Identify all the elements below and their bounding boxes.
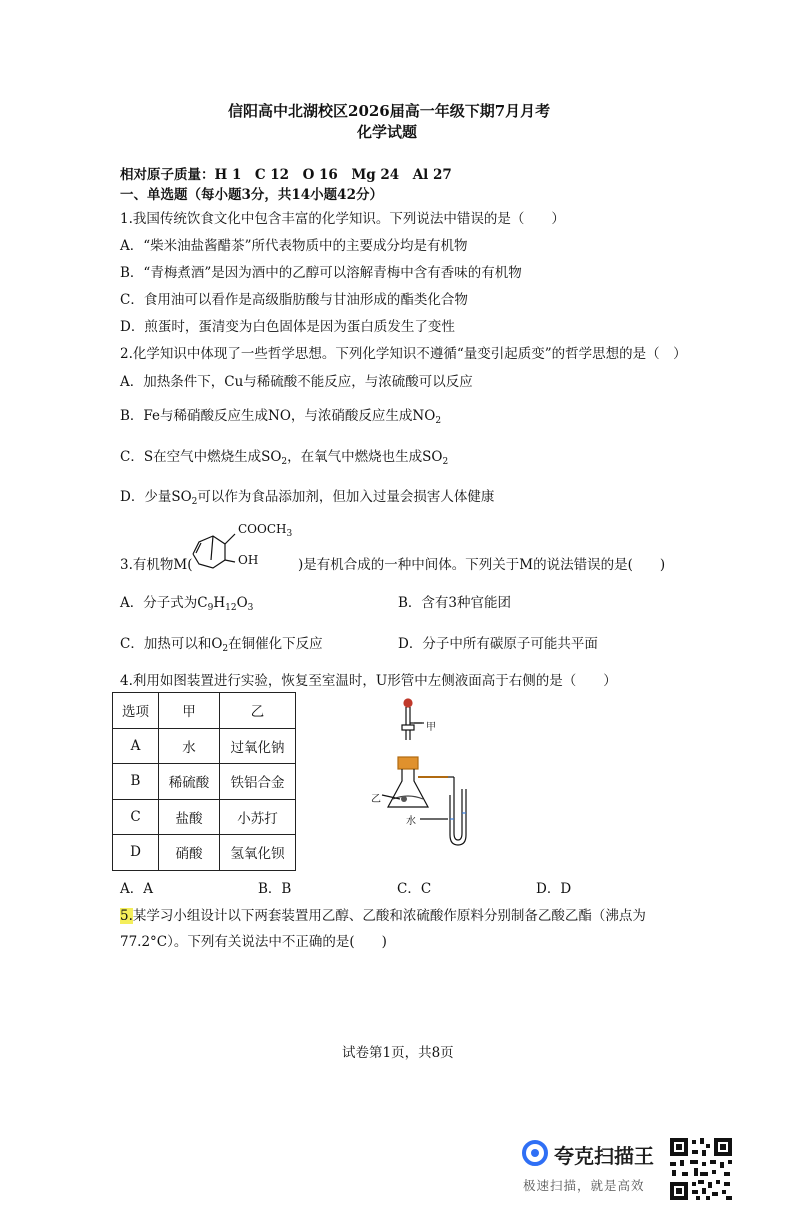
table-cell: D: [113, 835, 159, 871]
q5-number-highlight: 5.: [120, 908, 133, 924]
qr-code-icon: [668, 1136, 734, 1202]
q3-option-a: [120, 591, 253, 613]
q2-option-d: [120, 485, 494, 507]
table-row: [113, 728, 296, 764]
q2-option-a: A．加热条件下，Cu与稀硫酸不能反应，与浓硫酸可以反应: [120, 374, 473, 390]
q3-option-a-text-2: H: [213, 595, 226, 611]
q5-text: 某学习小组设计以下两套装置用乙醇、乙酸和浓硫酸作原料分别制备乙酸乙酯（沸点为: [132, 908, 646, 924]
subscript: 2: [281, 457, 288, 467]
structure-group-ester: [238, 522, 292, 539]
q3-stem-lead: 3.有机物M(: [120, 557, 193, 573]
q1-option-c: C．食用油可以看作是高级脂肪酸与甘油形成的酯类化合物: [120, 292, 468, 308]
q3-option-a-text-3: O: [236, 595, 248, 611]
q2-option-c-text-1: C．S在空气中燃烧生成SO: [120, 449, 282, 465]
q3-option-c-text-1: C．加热可以和O: [120, 636, 223, 652]
ester-group-text: COOCH: [238, 522, 287, 536]
exam-subject: 化学试题: [357, 123, 418, 141]
subscript: 2: [222, 644, 229, 654]
table-cell: 氢氧化钡: [220, 835, 296, 871]
q2-option-d-text-2: 可以作为食品添加剂，但加入过量会损害人体健康: [197, 489, 495, 505]
q1-option-b: B．“青梅煮酒”是因为酒中的乙醇可以溶解青梅中含有香味的有机物: [120, 265, 522, 281]
structure-group-hydroxyl: OH: [238, 553, 259, 567]
table-row: [113, 799, 296, 835]
subscript: 2: [435, 416, 442, 426]
table-row: [113, 764, 296, 800]
q1-option-d: D．煎蛋时，蛋清变为白色固体是因为蛋白质发生了变性: [120, 319, 455, 335]
atomic-masses: 相对原子质量：H 1 C 12 O 16 Mg 24 Al 27: [120, 167, 452, 183]
apparatus-diagram: [360, 695, 490, 865]
table-cell: 水: [159, 728, 220, 764]
table-cell: 稀硫酸: [159, 764, 220, 800]
q3-option-b: B．含有3种官能团: [398, 595, 512, 611]
q2-option-b: [120, 404, 441, 426]
label-water: 水: [406, 816, 416, 827]
table-cell: 铁铝合金: [220, 764, 296, 800]
q2-option-c-text-2: ，在氧气中燃烧也生成SO: [287, 449, 443, 465]
q3-option-c: [120, 632, 323, 654]
q4-answer-d: D．D: [536, 881, 572, 897]
table-cell: A: [113, 728, 159, 764]
subscript: 9: [207, 603, 214, 613]
table-cell: C: [113, 799, 159, 835]
q4-answer-a: A．A: [120, 881, 153, 897]
q2-option-b-text: B．Fe与稀硝酸反应生成NO，与浓硝酸反应生成NO: [120, 408, 436, 424]
label-yi: 乙: [371, 794, 381, 805]
q4-answer-b: B．B: [258, 881, 292, 897]
section-heading: 一、单选题（每小题3分，共14小题42分）: [120, 187, 383, 203]
table-header-row: [113, 693, 296, 729]
scanner-brand-name: 夸克扫描王: [554, 1144, 654, 1168]
subscript: 12: [225, 603, 237, 613]
table-header-cell: 选项: [113, 693, 159, 729]
table-cell: B: [113, 764, 159, 800]
scanner-slogan: 极速扫描，就是高效: [523, 1178, 645, 1193]
table-row: [113, 835, 296, 871]
table-header-cell: 甲: [159, 693, 220, 729]
table-header-cell: 乙: [220, 693, 296, 729]
subscript: 3: [286, 529, 293, 539]
label-jia: 甲: [426, 722, 436, 733]
q2-option-c: [120, 445, 448, 467]
table-cell: 盐酸: [159, 799, 220, 835]
q4-stem: 4.利用如图装置进行实验，恢复至室温时，U形管中左侧液面高于右侧的是（ ）: [120, 673, 617, 689]
subscript: 3: [247, 603, 254, 613]
subscript: 2: [442, 457, 449, 467]
q1-option-a: A．“柴米油盐酱醋茶”所代表物质中的主要成分均是有机物: [120, 238, 468, 254]
subscript: 2: [191, 497, 198, 507]
q3-option-d: D．分子中所有碳原子可能共平面: [398, 636, 598, 652]
q4-options-table: [112, 692, 296, 871]
q5-stem-line1: [120, 904, 646, 924]
q3-option-a-text-1: A．分子式为C: [120, 595, 208, 611]
q5-stem-line2: 77.2°C）。下列有关说法中不正确的是( ): [120, 934, 387, 950]
scanner-logo-icon: [522, 1140, 548, 1166]
q2-option-d-text-1: D．少量SO: [120, 489, 192, 505]
table-cell: 过氧化钠: [220, 728, 296, 764]
exam-title: 信阳高中北湖校区2026届高一年级下期7月月考: [228, 102, 551, 120]
q1-stem: 1.我国传统饮食文化中包含丰富的化学知识。下列说法中错误的是（ ）: [120, 211, 565, 227]
q3-stem-tail: )是有机合成的一种中间体。下列关于M的说法错误的是( ): [298, 557, 666, 573]
table-cell: 硝酸: [159, 835, 220, 871]
q2-stem: 2.化学知识中体现了一些哲学思想。下列化学知识不遵循“量变引起质变”的哲学思想的是（ ）: [120, 346, 687, 362]
q3-option-c-text-2: 在铜催化下反应: [228, 636, 323, 652]
table-cell: 小苏打: [220, 799, 296, 835]
q4-answer-c: C．C: [397, 881, 432, 897]
page-footer: 试卷第1页，共8页: [342, 1045, 454, 1061]
